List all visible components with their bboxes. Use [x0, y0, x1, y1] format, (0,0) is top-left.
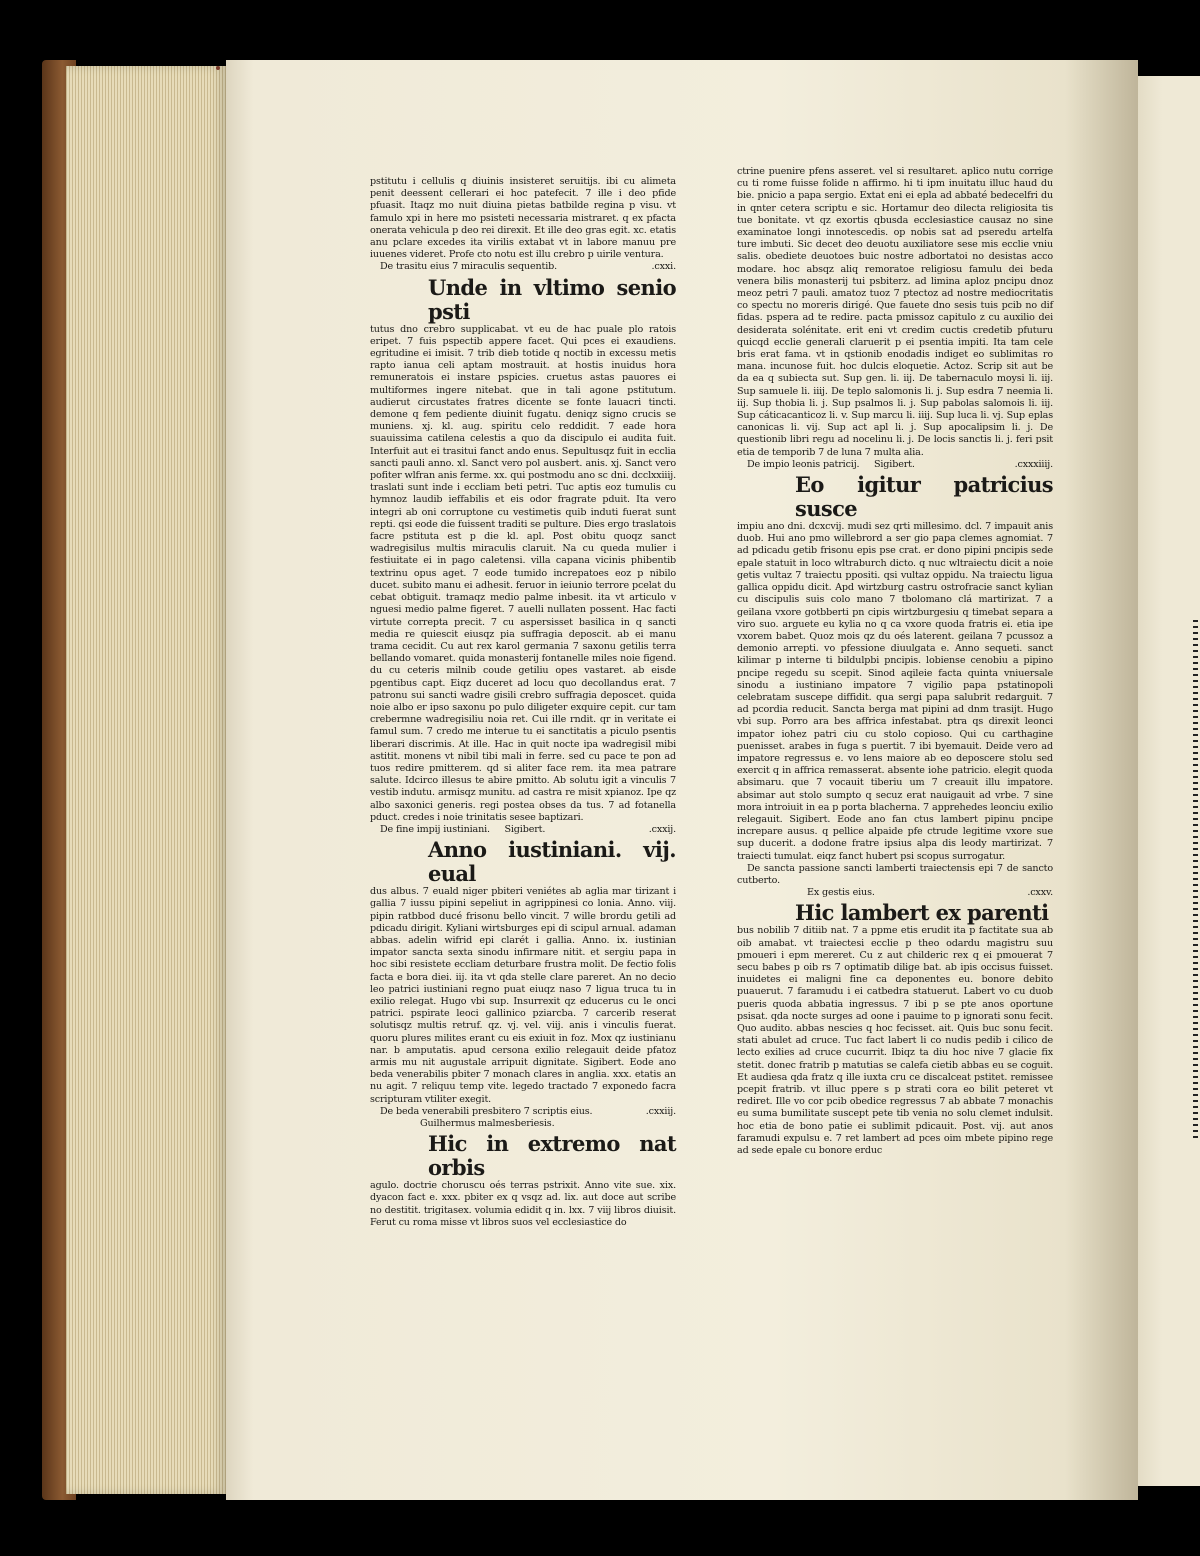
- source-citation: Sigibert.: [873, 458, 915, 470]
- initial-heading: Hic in extremo nat orbis: [428, 1131, 676, 1181]
- section-heading: [370, 261, 676, 273]
- paragraph: tutus dno crebro supplicabat. vt eu de hac puale plo ratois eripet. 7 fuis pspectib appere facet. Qui pces ei exaudiens. egritudine ei imisit. 7 trib dieb totide q noctib in excessu metis rapto ianua celi aptam mostrauit. at hostis inuidus hora remuneratois ei instare pspicies. cruetus astas pauores ei multiformes ingere nitebat. que in tali agone pstitutum. audierut circustates fratres dicente se fonte lauacri tincti. demone q fem pediente diuinit fugatu. deniqz signo crucis se muniens. xj. kl. aug. spiritu celo reddidit. 7 eade hora suauissima catilena celestis a quo da discipulo ei audita fuit. Interfuit aut ei trasitui fanct ando enus. Sepultusqz fuit in ecclia sancti pauli anno. xl. Sanct vero pol ausbert. anis. xj. Sanct vero pofiter wlfran anis ferme. xx. qui postmodu ano sc dni. dcclxxiiij. traslati sunt inde i eccliam beti petri. Tuc aptis eoz tumulis cu hymnoz laudib ieffabilis et eis odor fragrate pduit. Ita vero integri ab oni corruptone cu vestimetis quib induti fuerat sunt repti. qsi eode die fuissent traditi se pulture. Dies ergo traslatois facre pstituta est p die kl. apl. Post obitu quoqz sanct wadregisilus multis miraculis claruit. Na cu queda mulier i festiuitate ei in pago caletensi. villa capana vicinis phibentib textrinu opus aget. 7 eode tumido increpatoes eoz p nibilo ducet. subito manu ei adhesit. feruor in ieiunio terrore pcelat du cebat obtiguit. tramaqz medio palme inbesit. ita vt articulo v nguesi medio palme figeret. 7 auelli nullaten possent. Hac facti virtute correpta precit. 7 cu aspersisset basilica in q sancti media re quiescit eiusqz pia suffragia deposcit. ab ei manu trama cecidit. Cu aut rex karol germania 7 saxonu getilis terra bellando vomaret. quida monasterij fontanelle miles noie figend. du cu ceteris milnib coude getiliu opes vastaret. ab eisde pgentibus capt. Eiqz duceret ad locu quo decollandus erat. 7 patronu sui sancti wadre gisili crebro suffragia deposcet. quida noie albo er ipso saxonu po pulo diligeter exquire cepit. cur tam crebermne wadregisiliu noia ret. Cui ille rndit. qr in veritate ei famul sum. 7 credo me interue tu ei sanctitatis a piculo psentis liberari discrimis. At ille. Hac in quit nocte ipa wadregisil mibi astitit. monens vt nibil tibi mali in ferre. sed cu pace te pon ad tuos redire pmitterem. qd si aliter face rem. ita mea patrare salute. Idcirco illesus te abire pmitto. Ab solutu igit a vinculis 7 vestib indutu. armisqz munitu. ad castra re misit xpianoz. Ipe qz albo saxonici generis. regi postea obses da tus. 7 ad fotanella pduct. credes i noie trinitatis sesee baptizari.: [370, 323, 676, 823]
- section-heading-text: De impio leonis patricij.: [747, 458, 860, 470]
- section-heading-text: De beda venerabili presbitero 7 scriptis eius.: [380, 1105, 593, 1117]
- paragraph: bus nobilib 7 ditiib nat. 7 a ppme etis erudit ita p factitate sua ab oib amabat. vt traiectesi ecclie p theo odardu magistru suu pmoueri i epm mereret. Cu z aut childeric rex q ei pmouerat 7 secu babes p oib rs 7 optimatib dilige bat. ab ipis occisus fuisset. inuidetes ei maligni fine ca deponentes eu. bonore debito puauerut. 7 faramudu i ei catbedra statuerut. Labert vo cu duob pueris quoda abbatia ingressus. 7 ibi p se pte anos oportune psisat. qda nocte surges ad oone i pauime to p ignorati sonu fecit. Quo audito. abbas nescies q hoc fecisset. ait. Quis buc sonu fecit. stati abulet ad cruce. Tuc fact labert li co nudis pedib i cilico de lecto exilies ad cruce cucurrit. Ibiqz ta diu hoc nive 7 glacie fix stetit. donec fratrib p matutias se calefa cietib abbas eu se coguit. Et audiesa qda fratz q ille iuxta cru ce discalceat pstitet. remissee pcepit fratrib. vt illuc ppere s p strati cora eo bilit peteret vt rediret. Ille vo cor pcib obedice regressus 7 ab abbate 7 monachis eu suma bumilitate suscept pete tib venia no solu clemet indulsit. hoc etia de bono patie ei sublimit pdicauit. Post. vij. aut anos faramudi expulsu e. 7 ret lambert ad pces oim mbete pipino rege ad sede epale cu bonore erduc: [737, 925, 1053, 1157]
- section-heading: [737, 459, 1053, 471]
- source-citation: Ex gestis eius.: [807, 887, 875, 899]
- paragraph: agulo. doctrie choruscu oés terras pstrixit. Anno vite sue. xix. dyacon fact e. xxx. pbiter ex q vsqz ad. lix. aut doce aut scribe no destitit. trigitasex. volumia edidit q in. lxx. 7 viij libros diuisit. Ferut cu roma misse vt libros suos vel ecclesiastice do: [370, 1180, 676, 1228]
- section-heading-text: De trasitu eius 7 miraculis sequentib.: [380, 261, 558, 273]
- section-heading-text: De sancta passione sancti lamberti traiectensis epi 7 de sancto cutberto.: [737, 862, 1053, 886]
- initial-heading: Hic lambert ex parenti: [795, 900, 1049, 926]
- source-citation: Guilhermus malmesberiesis.: [420, 1118, 555, 1130]
- initial-heading: Eo igitur patricius susce: [795, 472, 1053, 522]
- text-column-right: [737, 166, 1053, 1157]
- section-heading-text: De fine impij iustiniani.: [380, 823, 490, 835]
- paragraph: pstitutu i cellulis q diuinis insisteret seruitijs. ibi cu alimeta penit deessent cellerari ei hoc patefecit. 7 ille i deo pfide pfuasit. Itaqz mo nuit diuina pietas batbilde regina p visu. vt famulo xpi in here mo psisteti necessaria mistraret. q ex pfacta onerata vehicula p deo rei direxit. Et ille deo gras egit. xc. etatis anu pclare excedes ita virilis extabat vt in labore manuu pre iuuenes videret. Profe cto notu est illu crebro p uirile ventura.: [370, 176, 676, 261]
- page-edges: [66, 66, 226, 1494]
- paragraph: dus albus. 7 euald niger pbiteri veniétes ab aglia mar tirizant i gallia 7 iussu pipini sepeliut in agrippinesi co lonia. Anno. viij. pipin ratbbod ducé frisonu bello vincit. 7 wille brordu getili ad pdicadu dirigit. Kyliani wirtsburges epi di scipul arnual. adaman abbas. adelin wifrid epi clarét i gallia. Anno. ix. iustinian impator sancta sexta sinodu infirmare nitit. et sergiu papa in hoc sibi resistete eccliam deturbare frustra molit. De fectio folis facta e bora diei. iij. ita vt qda stelle clare pareret. An no decio leo patrici iustiniani regno puat eiuqz naso 7 ligua truca tu in exilio relegat. Hugo vbi sup. Insurrexit qz educerus cu le onci patrici. pspirate leoci gallinico pziarcba. 7 carcerib reserat solutisqz multis retruf. qz. vj. vel. viij. anis i vinculis fuerat. quoru plures milites erant cu eis exiuit in foz. Mox qz iustinianu nar. b amputatis. apud cersona exilio relegauit deide pfatoz armis mu nit augustale arripuit dignitate. Sigibert. Eode ano beda venerabilis pbiter 7 monach clares in anglia. xxx. etatis an nu agit. 7 reliquu temp vite. legedo tractado 7 exponedo facra scripturam vtiliter exegit.: [370, 886, 676, 1105]
- page-marker-dot: [216, 66, 220, 70]
- chapter-number: .cxxij.: [648, 823, 676, 835]
- paragraph: ctrine puenire pfens asseret. vel si resultaret. aplico nutu corrige cu ti rome fuisse folide n affirmo. hi ti ipm inuitatu illuc haud du bie. pnicio a papa sergio. Extat eni ei epla ad abbaté bedecelfri du in qnter cetera scriptu e sic. Hortamur deo dilecta religiosita tis tue bonitate. vt qz exortis qbusda ecclesiastice causaz no sine examinatoe longi innotescedis. op nobis sat ad pseredu artelfa ture imbuti. Sic decet deo deuotu auxiliatore sese mis ecclie vniu salis. obediete deuotoes buic nostre adbortatoi no desistas acco modare. hoc absqz aliq remoratoe religiosu famulu dei beda venera bilis monasterij tui psbiterz. ad limina aploz pncipu dnoz meoz petri 7 pauli. amatoz tuoz 7 ptectoz ad nostre mediocritatis co spectu no moreris dirigé. Que fauete dno sesis tuis pcib no dif fidas. pspera ad te redire. pacta pmissoz capitulo z cu auxilio dei desiderata solénitate. erit eni vt credim cuctis credetib pfuturu quicqd ecclie generali claruerit p ei psentia impiti. Ita tam cele bris erat fama. vt in qstionib enodadis indiget eo sublimitas ro mana. incunose fuit. hoc dulcis eloquetie. Actoz. Scrip sit aut be da ea q subiecta sut. Sup gen. li. iij. De tabernaculo moysi li. iij. Sup samuele li. iiij. De teplo salomonis li. j. Sup esdra 7 neemia li. iij. Sup thobia li. j. Sup psalmos li. j. Sup pabolas salomois li. iij. Sup cáticacanticoz li. v. Sup marcu li. iiij. Sup luca li. vj. Sup eplas canonicas li. vij. Sup act apl li. j. Sup apocalipsim li. j. De questionib libri regu ad nocelinu li. j. De locis sanctis li. j. feri psit etia de temporib 7 de luna 7 multa alia.: [737, 166, 1053, 458]
- source-citation: Sigibert.: [504, 823, 546, 835]
- facing-page-text-edge: [1193, 620, 1198, 1140]
- paragraph: impiu ano dni. dcxcvij. mudi sez qrti millesimo. dcl. 7 impauit anis duob. Hui ano pmo willebrord a ser gio papa clemes agnomiat. 7 ad pdicadu getib frisonu epis pse crat. er dono pipini pncipis sede epale statuit in loco wltraburch dicto. q nuc wltraiectu dicit a noie getis vultaz 7 traiectu ppositi. qsi vultaz oppidu. Na traiectu ligua gallica oppidu dicit. Apd wirtzburg castru ostrofracie sanct kylian cu discipulis suis colo mano 7 tbolomano clá martirizat. 7 a geilana vxore gotbberti pn cipis wirtzburgesiu q timebat separa a viro suo. arguete eu kylia no q ca vxore quoda fratris ei. etia ipe vxorem babet. Quoz mois qz du oés laterent. geilana 7 pcussoz a demonio arrepti. vo pfessione diuulgata e. Anno sequeti. sanct kilimar p interne ti bildulpbi pncipis. lobiense cenobiu a pipino pncipe regedu su scepit. Sinod aqileie facta quinta vniuersale sinodu a iustiniano impatore 7 vigilio papa pstatinopoli celebratam suscepe diffidit. qua sergi papa salubrit redarguit. 7 ad pcordia reducit. Sancta berga mat pipini ad dnm trasijt. Hugo vbi sup. Porro ara bes affrica infestabat. ptra qs direxit leonci impator iohez patri ciu cu stolo copioso. Qui cu carthagine puenisset. arabes in fuga s puertit. 7 ibi byemauit. Deide vero ad impatore regressus e. vo lens maiore ab eo deposcere stolu sed exercit q in affrica remasserat. absente iohe patricio. elegit quoda absimaru. que 7 vocauit tiberiu um 7 creauit illu impatore. absimar aut stolo sumpto q secuz erat nauigauit ad vrbe. 7 sine mora introiuit in ea p porta blacherna. 7 apprehedes leonciu exilio relegauit. Sigibert. Eode ano fan ctus lambert pipinu pncipe increpare ausus. q pellice alpaide pfe ctrude legitime vxore sue sup ducerit. a dodone fratre ipsius alpa dis leody martirizat. 7 traiecti tumulat. eiqz fanct hubert psi scopus surrogatur.: [737, 521, 1053, 862]
- chapter-number: .cxxiij.: [645, 1105, 676, 1117]
- initial-heading: Unde in vltimo senio psti: [428, 274, 676, 324]
- section-heading: [370, 824, 676, 836]
- chapter-number: .cxxv.: [1027, 887, 1053, 899]
- initial-heading: Anno iustiniani. vij. eual: [428, 837, 676, 887]
- section-heading: [370, 1106, 676, 1118]
- chapter-number: .cxxxiiij.: [1014, 458, 1053, 470]
- text-column-left: [370, 176, 676, 1229]
- section-heading: [737, 887, 1053, 899]
- chapter-number: .cxxi.: [651, 261, 676, 273]
